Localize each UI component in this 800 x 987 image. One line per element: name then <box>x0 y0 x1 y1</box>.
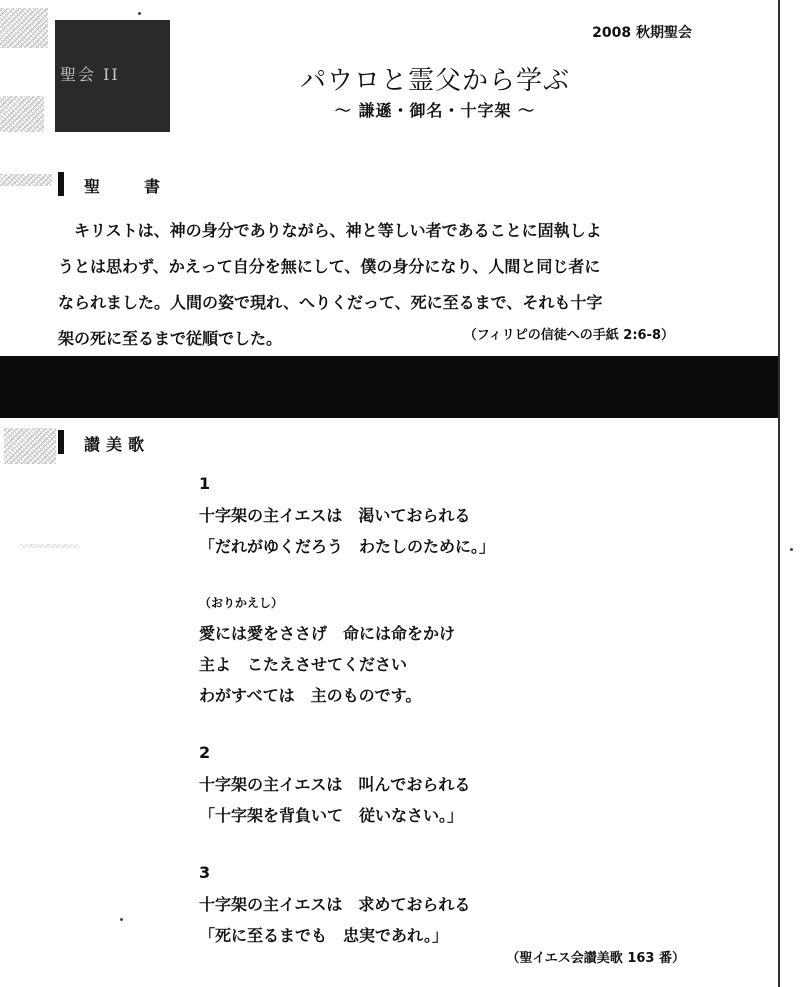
scripture-line: うとは思わず、かえって自分を無にして、僕の身分になり、人間と同じ者に <box>58 257 601 276</box>
verse-number: 2 <box>199 743 211 762</box>
verse-line: 十字架の主イエスは 渇いておられる <box>199 506 471 525</box>
verse-line: 「だれがゆくだろう わたしのために。」 <box>199 537 496 556</box>
verse-number: 1 <box>199 474 211 493</box>
scripture-section-marker <box>58 172 64 196</box>
hymn-verse-1 <box>199 468 719 562</box>
verse-line: わがすべては 主のものです。 <box>199 686 422 705</box>
scripture-line: キリストは、神の身分でありながら、神と等しい者であることに固執しよ <box>74 221 602 240</box>
scan-speck <box>120 918 123 921</box>
verse-line: 主よ こたえさせてください <box>199 655 408 674</box>
black-band <box>0 356 780 418</box>
scan-noise-top-left <box>0 8 48 48</box>
hymn-verse-3 <box>199 857 719 951</box>
refrain-label: （おりかえし） <box>199 596 284 610</box>
verse-line: 十字架の主イエスは 求めておられる <box>199 895 471 914</box>
hymn-heading: 讃美歌 <box>84 435 151 454</box>
scripture-heading: 聖 書 <box>84 177 175 196</box>
scripture-line: 架の死に至るまで従順でした。 <box>58 329 283 348</box>
scan-speck <box>790 548 793 551</box>
scan-noise-dots <box>20 544 80 548</box>
hymn-body <box>199 468 719 977</box>
verse-number: 3 <box>199 863 211 882</box>
scan-noise-hymn <box>4 428 56 464</box>
scan-speck <box>138 12 141 15</box>
verse-line: 「死に至るまでも 忠実であれ。」 <box>199 926 448 945</box>
session-badge-mark: 聖会 II <box>60 65 120 84</box>
page-subtitle: ～ 謙遜・御名・十字架 ～ <box>334 101 536 120</box>
event-label: 2008 秋期聖会 <box>592 25 692 41</box>
verse-line: 愛には愛をささげ 命には命をかけ <box>199 624 456 643</box>
page-title: パウロと霊父から学ぶ <box>299 66 570 96</box>
scan-noise-left <box>0 96 44 132</box>
scripture-citation: （フィリピの信徒への手紙 2:6-8） <box>463 328 674 343</box>
scripture-line: なられました。人間の姿で現れ、へりくだって、死に至るまで、それも十字 <box>58 293 603 312</box>
verse-line: 十字架の主イエスは 叫んでおられる <box>199 775 471 794</box>
scan-noise-scripture <box>0 174 52 186</box>
scan-edge-line <box>778 0 780 987</box>
hymn-section-marker <box>58 430 64 454</box>
hymn-source: （聖イエス会讃美歌 163 番） <box>506 951 685 966</box>
hymn-verse-2 <box>199 737 719 831</box>
hymn-refrain <box>199 588 719 711</box>
verse-line: 「十字架を背負いて 従いなさい。」 <box>199 806 464 825</box>
